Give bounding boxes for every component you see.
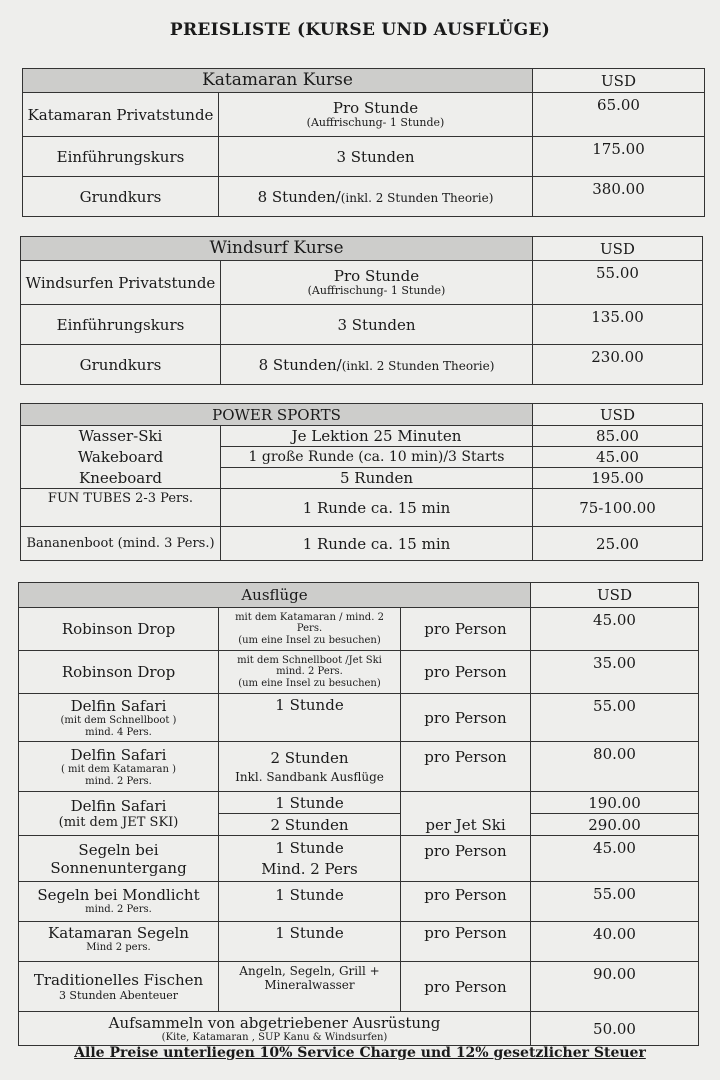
section-header: POWER SPORTS [21,404,533,426]
section-header: Katamaran Kurse [23,69,533,93]
katamaran-table [22,68,705,217]
excursion-unit: pro Person [401,742,531,792]
price: 190.00 [531,792,699,814]
currency-header: USD [533,69,705,93]
course-desc: 8 Stunden/(inkl. 2 Stunden Theorie) [221,345,533,385]
price: 45.00 [533,447,703,468]
excursion-name: Delfin Safari (mit dem Schnellboot ) mind. 4 Pers. [19,694,219,742]
price: 85.00 [533,426,703,447]
excursion-unit: pro Person [401,608,531,651]
excursion-name: Delfin Safari ( mit dem Katamaran ) mind. 2 Pers. [19,742,219,792]
currency-header: USD [533,404,703,426]
course-name: Grundkurs [23,177,219,217]
sport-desc: 1 Runde ca. 15 min [221,527,533,561]
price: 55.00 [531,694,699,742]
price: 65.00 [533,93,705,137]
price: 55.00 [531,882,699,922]
price: 230.00 [533,345,703,385]
excursion-name: Segeln bei Sonnenuntergang [19,836,219,882]
price: 40.00 [531,922,699,962]
course-name: Grundkurs [21,345,221,385]
sport-name: Wasser-Ski [21,426,221,447]
course-name: Einführungskurs [23,137,219,177]
price: 35.00 [531,651,699,694]
course-desc: 3 Stunden [219,137,533,177]
price: 75-100.00 [533,489,703,527]
course-desc: 8 Stunden/(inkl. 2 Stunden Theorie) [219,177,533,217]
sport-desc: 1 Runde ca. 15 min [221,489,533,527]
currency-header: USD [533,237,703,261]
excursion-name: Katamaran Segeln Mind 2 pers. [19,922,219,962]
price: 25.00 [533,527,703,561]
course-desc: 3 Stunden [221,305,533,345]
course-desc: Pro Stunde (Auffrischung- 1 Stunde) [221,261,533,305]
excursion-desc: 1 Stunde [219,922,401,962]
section-header: Windsurf Kurse [21,237,533,261]
price: 45.00 [531,608,699,651]
page-title: PREISLISTE (KURSE UND AUSFLÜGE) [169,20,551,40]
excursion-desc: Angeln, Segeln, Grill + Mineralwasser [219,962,401,1012]
course-desc: Pro Stunde (Auffrischung- 1 Stunde) [219,93,533,137]
footer-note: Alle Preise unterliegen 10% Service Charge und 12% gesetzlicher Steuer [74,1045,646,1061]
windsurf-table [20,236,703,385]
excursion-unit: pro Person [401,836,531,882]
price: 80.00 [531,742,699,792]
sport-name: Bananenboot (mind. 3 Pers.) [21,527,221,561]
excursion-unit: pro Person [401,962,531,1012]
sport-desc: 1 große Runde (ca. 10 min)/3 Starts [221,447,533,468]
excursion-desc: 2 Stunden Inkl. Sandbank Ausflüge [219,742,401,792]
section-header: Ausflüge [19,583,531,608]
excursion-desc: 2 Stunden [219,814,401,836]
course-name: Windsurfen Privatstunde [21,261,221,305]
excursion-unit: per Jet Ski [401,792,531,836]
price: 55.00 [533,261,703,305]
price: 135.00 [533,305,703,345]
excursions-table [18,582,699,1046]
excursion-name: Segeln bei Mondlicht mind. 2 Pers. [19,882,219,922]
sport-desc: Je Lektion 25 Minuten [221,426,533,447]
excursion-unit: pro Person [401,922,531,962]
excursion-unit: pro Person [401,694,531,742]
sport-desc: 5 Runden [221,468,533,489]
excursion-unit: pro Person [401,882,531,922]
excursion-desc: 1 Stunde [219,792,401,814]
price: 50.00 [531,1012,699,1046]
sport-name: Wakeboard [21,447,221,468]
sport-name: FUN TUBES 2-3 Pers. [21,489,221,527]
excursion-desc: 1 Stunde [219,694,401,742]
price: 380.00 [533,177,705,217]
excursion-name: Traditionelles Fischen 3 Stunden Abenteuer [19,962,219,1012]
price: 45.00 [531,836,699,882]
course-name: Einführungskurs [21,305,221,345]
excursion-desc: 1 Stunde [219,882,401,922]
excursion-desc: mit dem Katamaran / mind. 2 Pers. (um eine Insel zu besuchen) [219,608,401,651]
excursion-desc: mit dem Schnellboot /Jet Ski mind. 2 Pers. (um eine Insel zu besuchen) [219,651,401,694]
currency-header: USD [531,583,699,608]
excursion-desc: 1 Stunde Mind. 2 Pers [219,836,401,882]
price: 90.00 [531,962,699,1012]
excursion-name: Robinson Drop [19,651,219,694]
power-sports-table [20,403,703,561]
recovery-service: Aufsammeln von abgetriebener Ausrüstung (Kite, Katamaran , SUP Kanu & Windsurfen) [19,1012,531,1046]
course-name: Katamaran Privatstunde [23,93,219,137]
price: 290.00 [531,814,699,836]
excursion-name: Delfin Safari (mit dem JET SKI) [19,792,219,836]
sport-name: Kneeboard [21,468,221,489]
excursion-unit: pro Person [401,651,531,694]
excursion-name: Robinson Drop [19,608,219,651]
price: 175.00 [533,137,705,177]
price: 195.00 [533,468,703,489]
